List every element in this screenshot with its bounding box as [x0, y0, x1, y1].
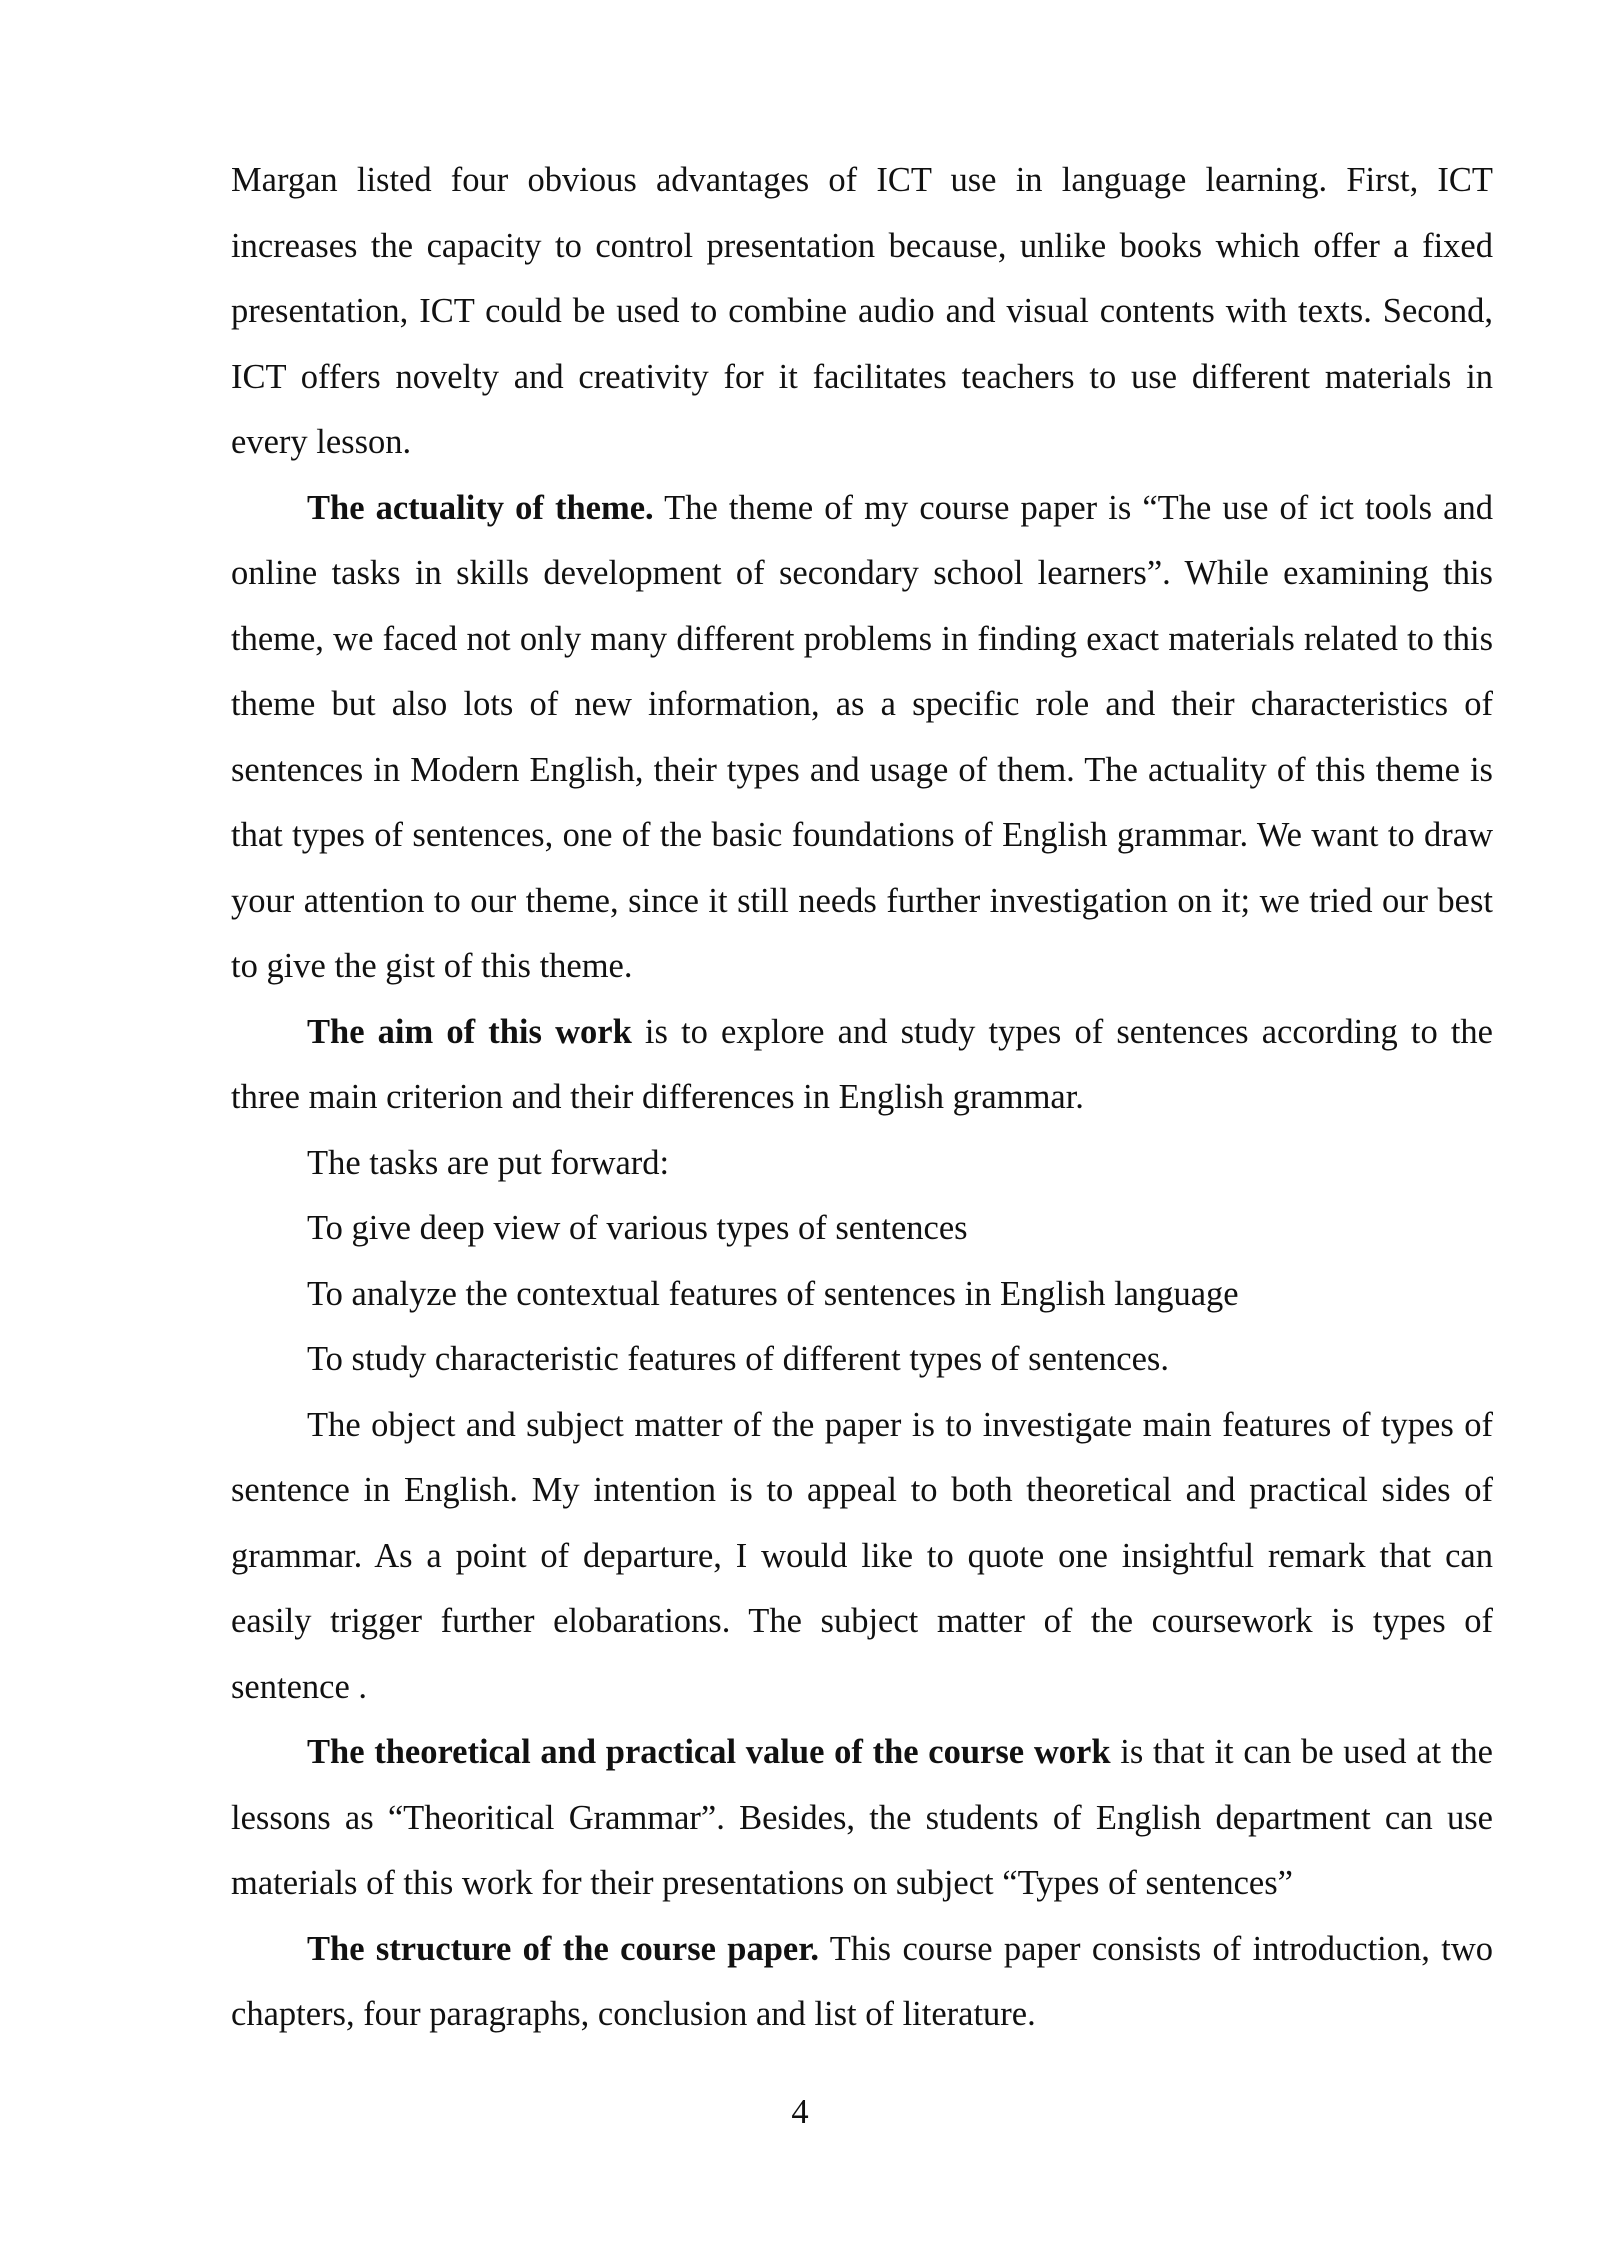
- paragraph-value: [231, 1720, 1493, 1917]
- document-body: [231, 148, 1493, 2048]
- paragraph-actuality: [231, 476, 1493, 1000]
- paragraph-text: Margan listed four obvious advantages of ICT use in language learning. First, ICT increases the capacity to control presentation because, unlike books which offer a fixed presentation, ICT could be used to combine audio and visual contents with texts. Second, ICT offers novelty and creativity for it facilitates teachers to use different materials in every lesson.: [231, 161, 1493, 461]
- paragraph-aim: [231, 1000, 1493, 1131]
- paragraph-text: is that it can be used at the lessons as “Theoritical Grammar”. Besides, the students of English department can use materials of this work for their presentations on subject “Types of sentences”: [231, 1733, 1493, 1902]
- paragraph-lead: The structure of the course paper.: [307, 1929, 820, 1968]
- paragraph-text: The theme of my course paper is “The use of ict tools and online tasks in skills development of secondary school learners”. While examining this theme, we faced not only many different problems in finding exact materials related to this theme but also lots of new information, as a specific role and their characteristics of sentences in Modern English, their types and usage of them. The actuality of this theme is that types of sentences, one of the basic foundations of English grammar. We want to draw your attention to our theme, since it still needs further investigation on it; we tried our best to give the gist of this theme.: [231, 488, 1493, 985]
- paragraph-lead: The theoretical and practical value of the course work: [307, 1733, 1111, 1771]
- paragraph-task-1: [231, 1196, 1493, 1262]
- paragraph-text: is to explore and study types of sentences according to the three main criterion and their differences in English grammar.: [231, 1012, 1493, 1116]
- page-number: 4: [791, 2093, 809, 2131]
- paragraph-task-2: [231, 1262, 1493, 1328]
- paragraph-tasks-intro: [231, 1131, 1493, 1197]
- paragraph-text: This course paper consists of introduction, two chapters, four paragraphs, conclusion and list of literature.: [231, 1929, 1493, 2033]
- paragraph-lead: The actuality of theme.: [307, 488, 654, 527]
- paragraph-text: The tasks are put forward:: [307, 1143, 670, 1182]
- paragraph-task-3: [231, 1327, 1493, 1393]
- paragraph-text: To give deep view of various types of sentences: [307, 1209, 968, 1247]
- paragraph-text: To analyze the contextual features of sentences in English language: [307, 1274, 1239, 1313]
- paragraph-structure: [231, 1917, 1493, 2048]
- paragraph-ict-advantages: [231, 148, 1493, 476]
- paragraph-object-subject: [231, 1393, 1493, 1721]
- paragraph-text: To study characteristic features of different types of sentences.: [307, 1340, 1169, 1378]
- paragraph-text: The object and subject matter of the paper is to investigate main features of types of sentence in English. My intention is to appeal to both theoretical and practical sides of grammar. As a point of departure, I would like to quote one insightful remark that can easily trigger further elobarations. The subject matter of the coursework is types of sentence .: [231, 1405, 1493, 1706]
- paragraph-lead: The aim of this work: [307, 1012, 632, 1051]
